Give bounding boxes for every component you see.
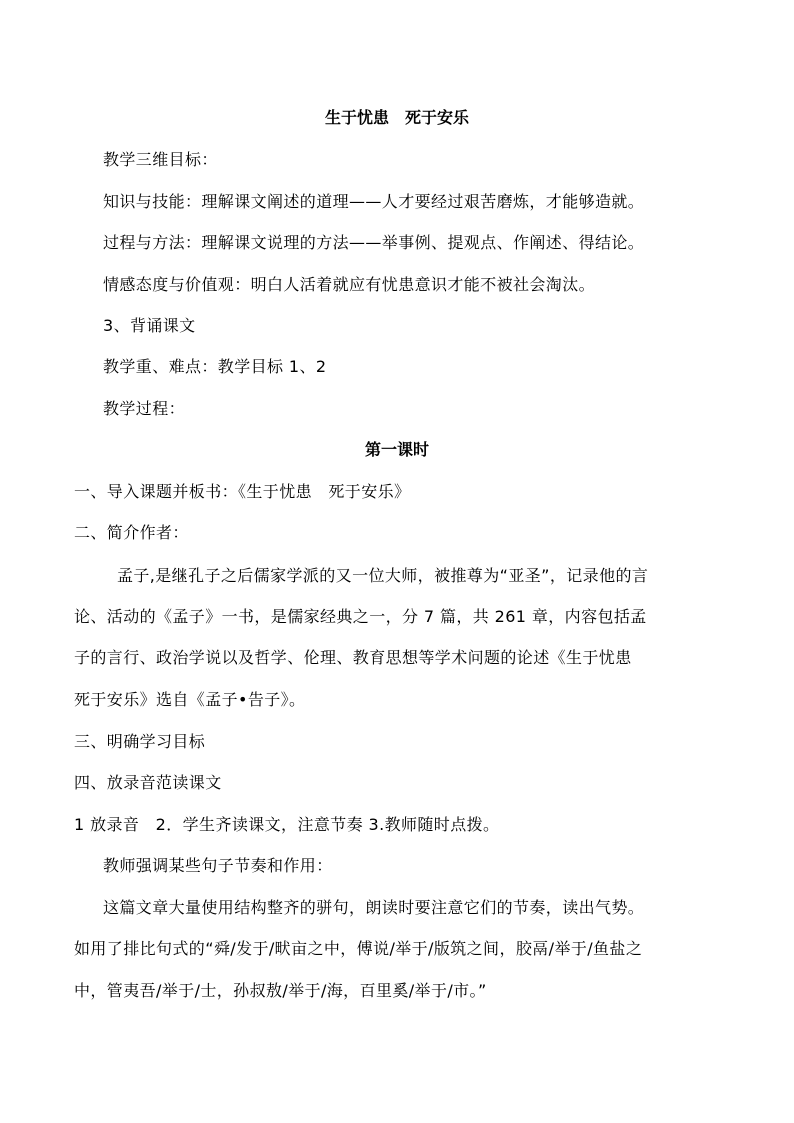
objective-knowledge: 知识与技能：理解课文阐述的道理——人才要经过艰苦磨炼，才能够造就。 (103, 192, 645, 211)
key-points: 教学重、难点：教学目标 1、2 (103, 357, 327, 376)
rhythm-line: 这篇文章大量使用结构整齐的骈句，朗读时要注意它们的节奏，读出气势。 (103, 898, 645, 917)
objective-emotion: 情感态度与价值观：明白人活着就应有忧患意识才能不被社会淘汰。 (103, 275, 596, 294)
step-objectives: 三、明确学习目标 (74, 732, 206, 751)
lesson-heading: 第一课时 (364, 440, 429, 459)
step-intro-topic: 一、导入课题并板书：《生于忧患 死于安乐》 (74, 482, 411, 501)
rhythm-line: 中，管夷吾/举于/士，孙叔敖/举于/海，百里奚/举于/市。” (74, 981, 487, 1000)
document-title: 生于忧患 死于安乐 (324, 108, 469, 127)
rhythm-line: 如用了排比句式的“舜/发于/畎亩之中，傅说/举于/版筑之间，胶鬲/举于/鱼盐之 (74, 939, 643, 958)
objective-recite: 3、背诵课文 (103, 316, 196, 335)
teacher-emphasis: 教师强调某些句子节奏和作用： (103, 856, 333, 875)
author-intro-line: 孟子,是继孔子之后儒家学派的又一位大师，被推尊为“亚圣”，记录他的言 (117, 566, 649, 585)
objective-process: 过程与方法：理解课文说理的方法——举事例、提观点、作阐述、得结论。 (103, 233, 645, 252)
author-intro-line: 死于安乐》选自《孟子•告子》。 (74, 690, 306, 709)
author-intro-line: 子的言行、政治学说以及哲学、伦理、教育思想等学术问题的论述《生于忧患 (74, 648, 632, 667)
step-author: 二、简介作者： (74, 523, 189, 542)
objectives-heading: 教学三维目标： (103, 150, 218, 169)
step-recording-detail: 1 放录音 2．学生齐读课文，注意节奏 3.教师随时点拨。 (74, 815, 500, 834)
author-intro-line: 论、活动的《孟子》一书，是儒家经典之一，分 7 篇，共 261 章，内容包括孟 (74, 607, 647, 626)
process-label: 教学过程： (103, 399, 186, 418)
step-recording: 四、放录音范读课文 (74, 773, 222, 792)
